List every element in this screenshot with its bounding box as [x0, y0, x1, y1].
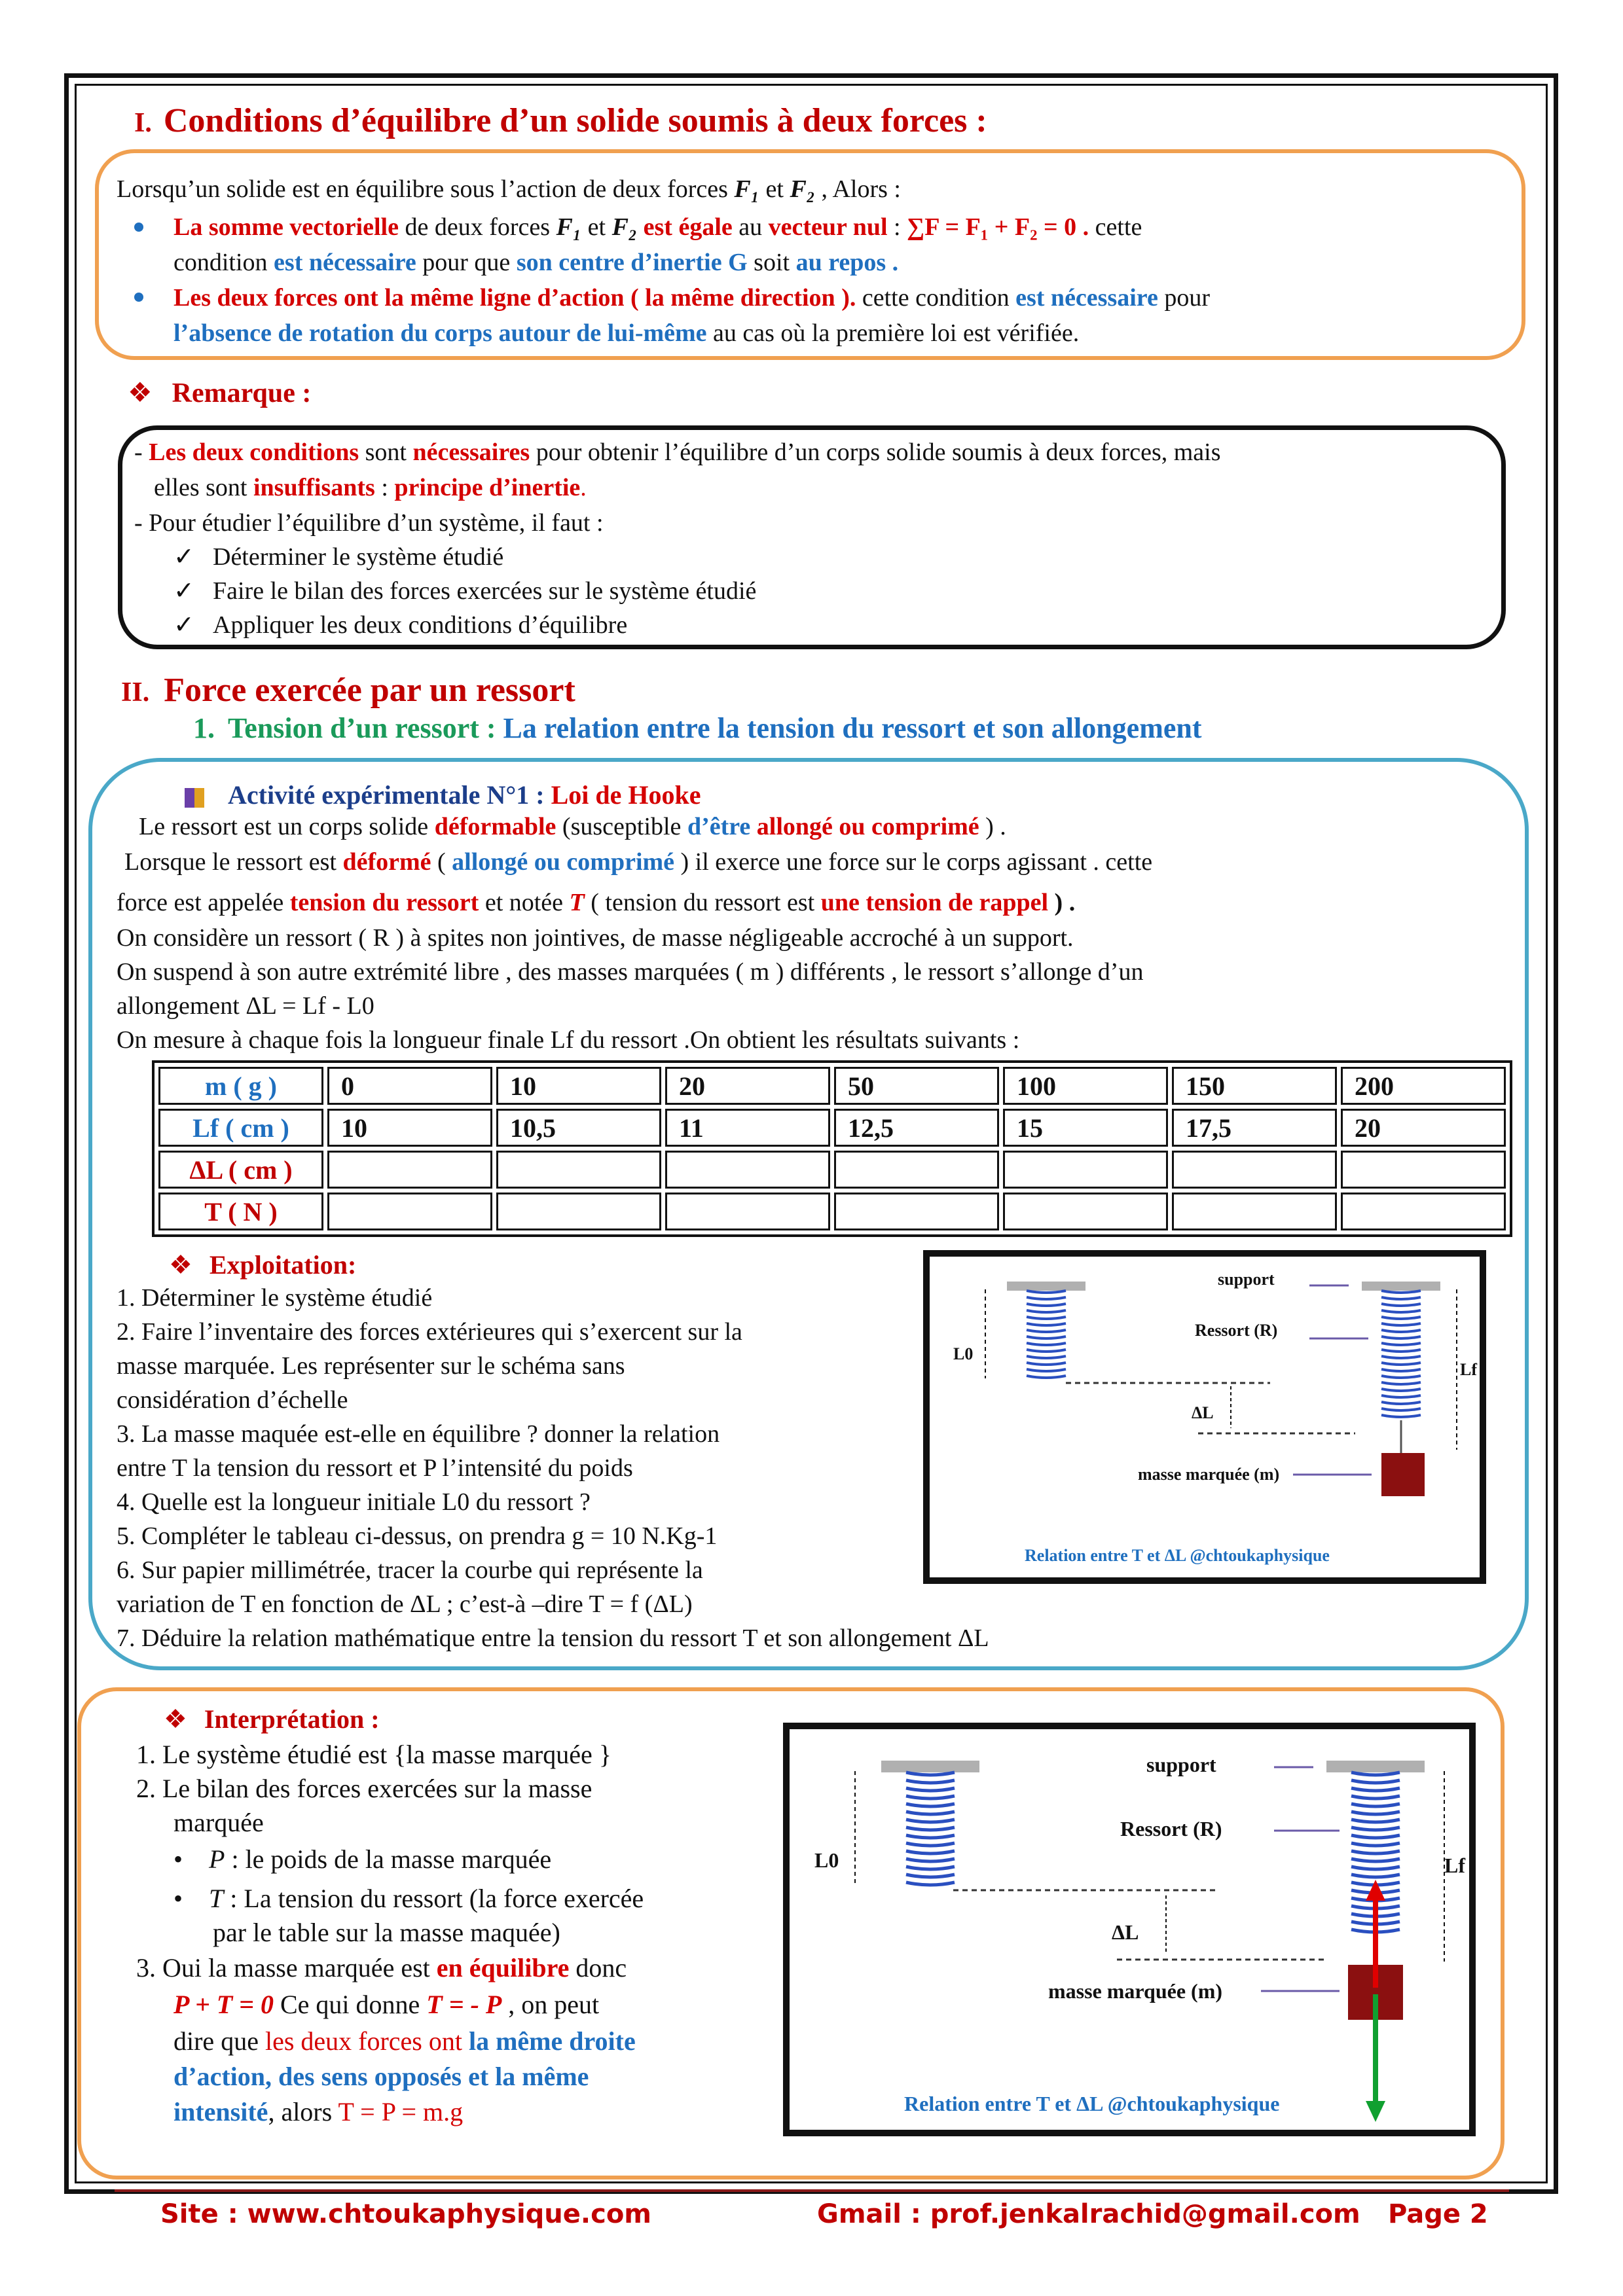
activity-p4: On considère un ressort ( R ) à spites non jointives, de masse négligeable accroché à un support. — [117, 924, 1074, 952]
table-cell: 0 — [327, 1067, 492, 1105]
l0-label: L0 — [953, 1344, 974, 1363]
table-cell: 10 — [496, 1067, 661, 1105]
table-cell: 17,5 — [1172, 1109, 1337, 1147]
footer-divider — [115, 2189, 1509, 2192]
bullet-icon: • — [173, 1884, 183, 1913]
interpretation-formula: P + T = 0 Ce qui donne T = - P , on peut — [173, 1990, 600, 2019]
activity-title: Activité expérimentale N°1 : Loi de Hooke — [185, 778, 701, 813]
ressort-label: Ressort (R) — [1120, 1817, 1222, 1840]
table-cell — [496, 1193, 661, 1230]
diamond-bullet-icon: ❖ — [128, 378, 153, 408]
delta-l-label: ΔL — [1112, 1920, 1139, 1944]
check-icon: ✓ — [173, 543, 194, 571]
table-cell: 10 — [327, 1109, 492, 1147]
ressort-label: Ressort (R) — [1195, 1321, 1278, 1340]
check-icon: ✓ — [173, 611, 194, 639]
exploitation-item: 2. Faire l’inventaire des forces extérieures qui s’exercent sur la — [117, 1318, 742, 1346]
exploitation-item: 7. Déduire la relation mathématique entre la tension du ressort T et son allongement ΔL — [117, 1624, 989, 1652]
interpretation-line6: intensité, alors T = P = m.g — [173, 2097, 464, 2126]
table-cell — [496, 1151, 661, 1189]
exploitation-item: 4. Quelle est la longueur initiale L0 du ressort ? — [117, 1488, 591, 1516]
masse-label: masse marquée (m) — [1138, 1465, 1280, 1484]
remarque-title: ❖ Remarque : — [128, 378, 312, 408]
diamond-bullet-icon: ❖ — [169, 1250, 192, 1280]
activity-p1: Le ressort est un corps solide déformable (susceptible d’être allongé ou comprimé ) . — [139, 813, 1006, 840]
conditions-intro: Lorsqu’un solide est en équilibre sous l’action de deux forces F₁ et F₂ , Alors : — [117, 175, 901, 203]
exploitation-item: considération d’échelle — [117, 1386, 348, 1414]
table-row — [158, 1109, 1506, 1147]
table-cell — [665, 1151, 830, 1189]
spring-figure — [923, 1250, 1486, 1584]
table-cell — [327, 1151, 492, 1189]
activity-p7: On mesure à chaque fois la longueur finale Lf du ressort .On obtient les résultats suivants : — [117, 1026, 1020, 1054]
table-cell: 10,5 — [496, 1109, 661, 1147]
check-icon: ✓ — [173, 577, 194, 605]
bullet-icon — [134, 293, 143, 302]
interpretation-line4: dire que les deux forces ont la même droite — [173, 2026, 636, 2056]
table-row — [158, 1151, 1506, 1189]
section1-title: I. Conditions d’équilibre d’un solide soumis à deux forces : — [134, 102, 987, 139]
table-cell — [1341, 1151, 1506, 1189]
table-cell — [834, 1193, 999, 1230]
interpretation-line5: d’action, des sens opposés et la même — [173, 2062, 589, 2091]
exploitation-item: variation de T en fonction de ΔL ; c’est-à –dire T = f (ΔL) — [117, 1590, 693, 1618]
table-row — [158, 1193, 1506, 1230]
l0-label: L0 — [814, 1848, 839, 1872]
table-cell — [1172, 1193, 1337, 1230]
activity-p2: Lorsque le ressort est déformé ( allongé ou comprimé ) il exerce une force sur le corps agissant . cette — [124, 848, 1153, 876]
table-cell — [834, 1151, 999, 1189]
table-header-cell: T ( N ) — [158, 1193, 323, 1230]
condition-2-line2: l’absence de rotation du corps autour de lui-même au cas où la première loi est vérifiée. — [173, 319, 1080, 347]
footer-page: Page 2 — [1388, 2199, 1488, 2229]
table-header-cell: Lf ( cm ) — [158, 1109, 323, 1147]
support-label: support — [1146, 1753, 1216, 1776]
remarque-line1: - Les deux conditions sont nécessaires pour obtenir l’équilibre d’un corps solide soumis à deux forces, mais — [134, 439, 1221, 466]
section2-title: II. Force exercée par un ressort — [121, 672, 575, 709]
check-item: ✓ Déterminer le système étudié — [173, 539, 503, 575]
interpretation-title: ❖ Interprétation : — [164, 1704, 380, 1734]
diamond-bullet-icon: ❖ — [164, 1704, 187, 1734]
interpretation-item-2b: marquée — [173, 1808, 264, 1837]
table-cell: 50 — [834, 1067, 999, 1105]
condition-1-line1: La somme vectorielle de deux forces F₁ et F₂ est égale au vecteur nul : ∑F = F₁ + F₂ = 0 . cette — [173, 213, 1142, 241]
results-table — [152, 1060, 1512, 1237]
figure-caption: Relation entre T et ΔL @chtoukaphysique — [1025, 1546, 1330, 1565]
force-t-item-2: par le table sur la masse maquée) — [213, 1918, 560, 1947]
table-cell: 11 — [665, 1109, 830, 1147]
table-cell: 15 — [1003, 1109, 1168, 1147]
masse-label: masse marquée (m) — [1048, 1979, 1223, 2003]
footer-gmail[interactable]: Gmail : prof.jenkalrachid@gmail.com — [817, 2199, 1360, 2229]
exploitation-item: 3. La masse maquée est-elle en équilibre ? donner la relation — [117, 1420, 720, 1448]
check-item: ✓ Faire le bilan des forces exercées sur le système étudié — [173, 573, 756, 609]
interpretation-item-3: 3. Oui la masse marquée est en équilibre donc — [136, 1953, 627, 1982]
exploitation-item: 1. Déterminer le système étudié — [117, 1284, 433, 1312]
table-cell — [1003, 1151, 1168, 1189]
activity-p3: force est appelée tension du ressort et notée T ( tension du ressort est une tension de rappel ) . — [117, 889, 1076, 916]
table-cell: 200 — [1341, 1067, 1506, 1105]
exploitation-item: 5. Compléter le tableau ci-dessus, on prendra g = 10 N.Kg-1 — [117, 1522, 718, 1550]
table-row — [158, 1067, 1506, 1105]
condition-2-line1: Les deux forces ont la même ligne d’action ( la même direction ). cette condition est nécessaire pour — [173, 284, 1211, 312]
footer-site[interactable]: Site : www.chtoukaphysique.com — [160, 2199, 651, 2229]
table-cell: 20 — [1341, 1109, 1506, 1147]
figure-caption: Relation entre T et ΔL @chtoukaphysique — [904, 2092, 1280, 2115]
activity-p5: On suspend à son autre extrémité libre , des masses marquées ( m ) différents , le ressort s’allonge d’un — [117, 958, 1144, 986]
force-t-item: • T : La tension du ressort (la force exercée — [173, 1884, 644, 1913]
spring-forces-figure — [783, 1723, 1476, 2136]
table-cell — [1172, 1151, 1337, 1189]
table-cell — [1003, 1193, 1168, 1230]
remarque-line2: elles sont insuffisants : principe d’inertie. — [154, 474, 587, 501]
table-cell: 12,5 — [834, 1109, 999, 1147]
condition-1-line2: condition est nécessaire pour que son centre d’inertie G soit au repos . — [173, 249, 899, 276]
delta-l-label: ΔL — [1192, 1403, 1214, 1422]
exploitation-item: masse marquée. Les représenter sur le schéma sans — [117, 1352, 625, 1380]
table-header-cell: m ( g ) — [158, 1067, 323, 1105]
table-cell: 150 — [1172, 1067, 1337, 1105]
lf-label: Lf — [1460, 1360, 1477, 1379]
section2-subtitle: 1. Tension d’un ressort : La relation entre la tension du ressort et son allongement — [193, 712, 1202, 744]
exploitation-item: 6. Sur papier millimétrée, tracer la courbe qui représente la — [117, 1556, 703, 1584]
bullet-icon — [134, 223, 143, 232]
bullet-icon: • — [173, 1844, 183, 1874]
lf-label: Lf — [1444, 1854, 1465, 1877]
support-label: support — [1218, 1270, 1275, 1289]
exploitation-title: ❖ Exploitation: — [169, 1250, 357, 1280]
force-p-item: • P : le poids de la masse marquée — [173, 1844, 552, 1874]
table-cell: 100 — [1003, 1067, 1168, 1105]
interpretation-item-2: 2. Le bilan des forces exercées sur la masse — [136, 1774, 593, 1803]
table-header-cell: ΔL ( cm ) — [158, 1151, 323, 1189]
table-cell — [327, 1193, 492, 1230]
table-cell — [665, 1193, 830, 1230]
interpretation-item-1: 1. Le système étudié est {la masse marquée } — [136, 1740, 611, 1769]
table-cell — [1341, 1193, 1506, 1230]
table-cell: 20 — [665, 1067, 830, 1105]
activity-p6: allongement ΔL = Lf - L0 — [117, 992, 374, 1020]
remarque-line3: - Pour étudier l’équilibre d’un système, il faut : — [134, 509, 604, 537]
check-item: ✓ Appliquer les deux conditions d’équilibre — [173, 607, 627, 643]
exploitation-item: entre T la tension du ressort et P l’intensité du poids — [117, 1454, 633, 1482]
activity-icon — [185, 788, 204, 808]
